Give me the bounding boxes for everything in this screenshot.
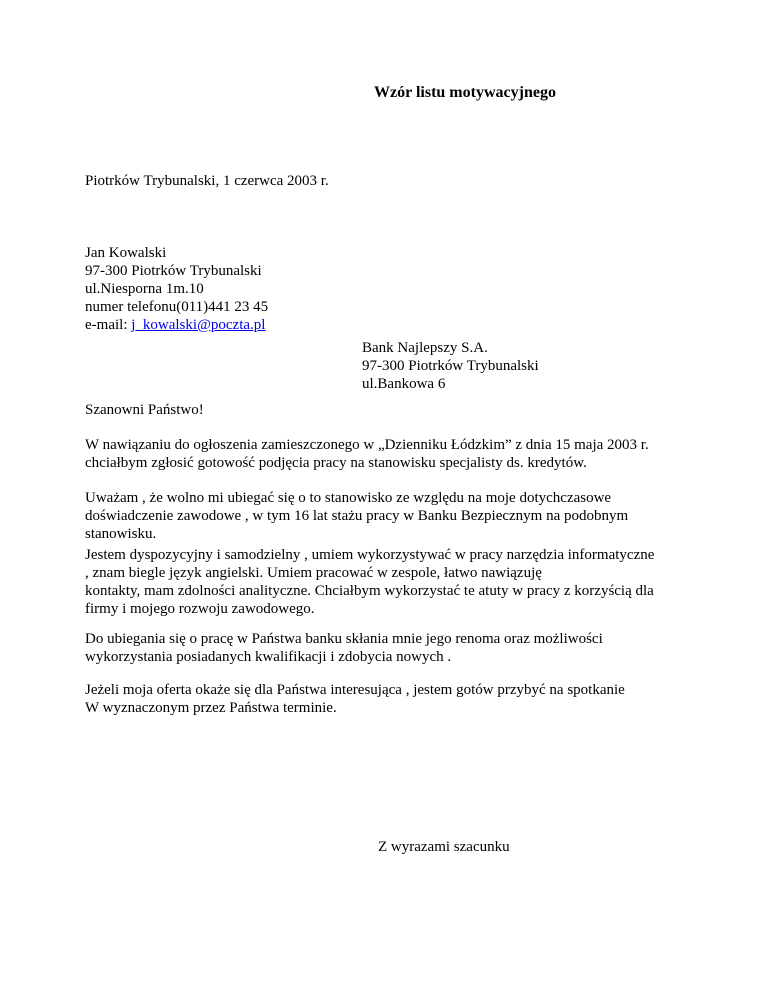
paragraph-motivation — [85, 630, 603, 666]
closing-text: Z wyrazami szacunku — [378, 839, 510, 855]
salutation-text: Szanowni Państwo! — [85, 402, 204, 418]
sender-phone: numer telefonu(011)441 23 45 — [85, 299, 269, 315]
document-title: Wzór listu motywacyjnego — [374, 84, 556, 101]
sender-address — [85, 244, 268, 334]
paragraph-line: W wyznaczonym przez Państwa terminie. — [85, 700, 337, 716]
paragraph-line: doświadczenie zawodowe , w tym 16 lat stażu pracy w Banku Bezpiecznym na podobnym — [85, 508, 629, 524]
sender-email-link[interactable]: j_kowalski@poczta.pl — [131, 317, 266, 333]
paragraph-line: chciałbym zgłosić gotowość podjęcia pracy na stanowisku specjalisty ds. kredytów. — [85, 455, 587, 471]
paragraph-line: Uważam , że wolno mi ubiegać się o to stanowisko ze względu na moje dotychczasowe — [85, 490, 612, 506]
salutation — [85, 401, 204, 419]
paragraph-line: wykorzystania posiadanych kwalifikacji i zdobycia nowych . — [85, 649, 452, 665]
recipient-city: 97-300 Piotrków Trybunalski — [362, 358, 539, 374]
paragraph-line: Jeżeli moja oferta okaże się dla Państwa interesująca , jestem gotów przybyć na spotkanie — [85, 682, 625, 698]
paragraph-announcement — [85, 436, 649, 472]
sender-name: Jan Kowalski — [85, 245, 167, 261]
paragraph-line: , znam biegle język angielski. Umiem pracować w zespole, łatwo nawiązuję — [85, 565, 542, 581]
paragraph-line: W nawiązaniu do ogłoszenia zamieszczonego w „Dzienniku Łódzkim” z dnia 15 maja 2003 r. — [85, 437, 649, 453]
paragraph-line: firmy i mojego rozwoju zawodowego. — [85, 601, 315, 617]
recipient-street: ul.Bankowa 6 — [362, 376, 446, 392]
date-text: Piotrków Trybunalski, 1 czerwca 2003 r. — [85, 173, 329, 189]
paragraph-meeting — [85, 681, 625, 717]
sender-email-label: e-mail: — [85, 317, 132, 333]
sender-street: ul.Niesporna 1m.10 — [85, 281, 204, 297]
recipient-name: Bank Najlepszy S.A. — [362, 340, 488, 356]
recipient-address — [362, 339, 539, 393]
closing — [378, 838, 510, 856]
paragraph-line: Jestem dyspozycyjny i samodzielny , umiem wykorzystywać w pracy narzędzia informatyczne — [85, 547, 655, 563]
sender-email-line — [85, 316, 268, 334]
date-line — [85, 172, 329, 190]
paragraph-skills — [85, 546, 654, 618]
paragraph-line: kontakty, mam zdolności analityczne. Chciałbym wykorzystać te atuty w pracy z korzyścią dla — [85, 583, 654, 599]
paragraph-line: Do ubiegania się o pracę w Państwa banku skłania mnie jego renoma oraz możliwości — [85, 631, 603, 647]
paragraph-line: stanowisku. — [85, 526, 157, 542]
sender-city: 97-300 Piotrków Trybunalski — [85, 263, 262, 279]
paragraph-experience — [85, 489, 628, 543]
